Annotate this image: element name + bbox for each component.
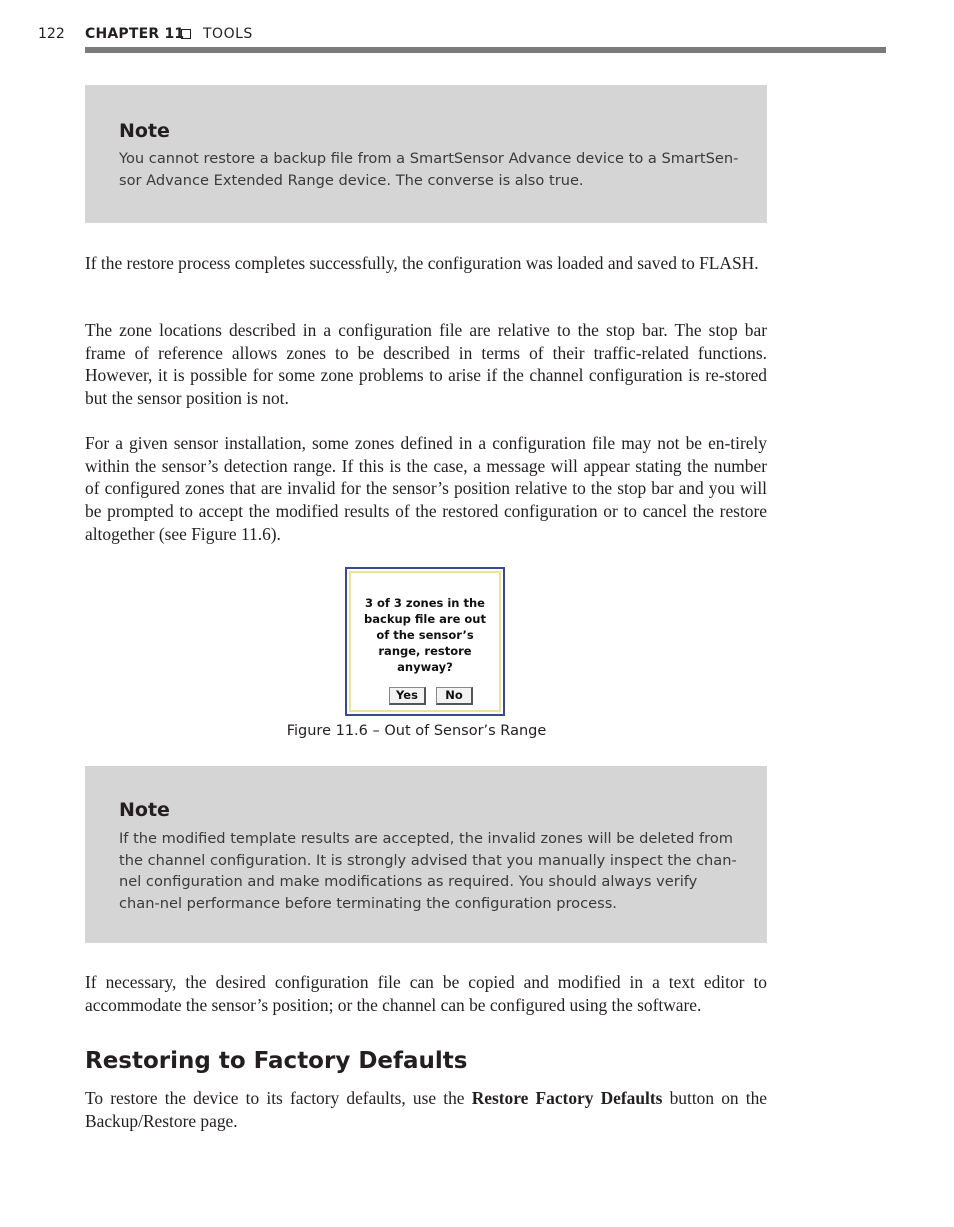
factory-text-before: To restore the device to its factory defaults, use the xyxy=(85,1088,472,1108)
restore-factory-defaults-label: Restore Factory Defaults xyxy=(471,1088,663,1108)
paragraph-factory-defaults xyxy=(85,1087,767,1132)
section-label: TOOLS xyxy=(203,26,253,42)
page-number: 122 xyxy=(38,26,65,42)
section-heading: Restoring to Factory Defaults xyxy=(85,1048,468,1074)
chapter-label: CHAPTER 11 xyxy=(85,26,185,42)
paragraph-sensor-installation: For a given sensor installation, some zones defined in a configuration file may not be en-tirely within the sensor’s detection range. If this is the case, a message will appear stating the number of configured zones that are invalid for the sensor’s position relative to the stop bar and you will be prompted to accept the modified results of the restored configuration or to cancel the restore altogether (see Figure 11.6). xyxy=(85,433,767,544)
dialog-message: 3 of 3 zones in the backup file are out of the sensor’s range, restore anyway? xyxy=(364,596,486,674)
figure-caption: Figure 11.6 – Out of Sensor’s Range xyxy=(286,723,547,739)
header-rule xyxy=(85,47,886,53)
note-title: Note xyxy=(119,799,170,821)
no-button[interactable]: No xyxy=(436,687,473,705)
factory-text-after: button on the Backup/Restore page. xyxy=(85,1088,768,1131)
out-of-range-dialog xyxy=(345,567,505,716)
paragraph-copy-modify: If necessary, the desired configuration file can be copied and modified in a text editor to accommodate the sensor’s position; or the channel can be configured using the software. xyxy=(85,972,767,1015)
separator-box-icon xyxy=(181,29,191,39)
paragraph-zone-locations: The zone locations described in a configuration file are relative to the stop bar. The stop bar frame of reference allows zones to be described in terms of their traffic-related functions. However, it is possible for some zone problems to arise if the channel configuration is re-stored but the sensor position is not. xyxy=(85,320,767,409)
note-title: Note xyxy=(119,120,170,142)
paragraph-restore-success: If the restore process completes successfully, the configuration was loaded and saved to FLASH. xyxy=(85,253,759,273)
dialog-frame xyxy=(349,571,501,712)
note-body: If the modified template results are accepted, the invalid zones will be deleted from the channel configuration. It is strongly advised that you manually inspect the chan-nel configuration and make modifications as required. You should always verify chan-nel performance before terminating the configuration process. xyxy=(119,830,737,912)
note-box-1 xyxy=(85,85,767,223)
figure-caption-wrapper xyxy=(85,723,767,739)
note-body: You cannot restore a backup file from a SmartSensor Advance device to a SmartSen-sor Advance Extended Range device. The converse is also true. xyxy=(119,150,739,189)
yes-button[interactable]: Yes xyxy=(389,687,426,705)
note-box-2 xyxy=(85,766,767,943)
